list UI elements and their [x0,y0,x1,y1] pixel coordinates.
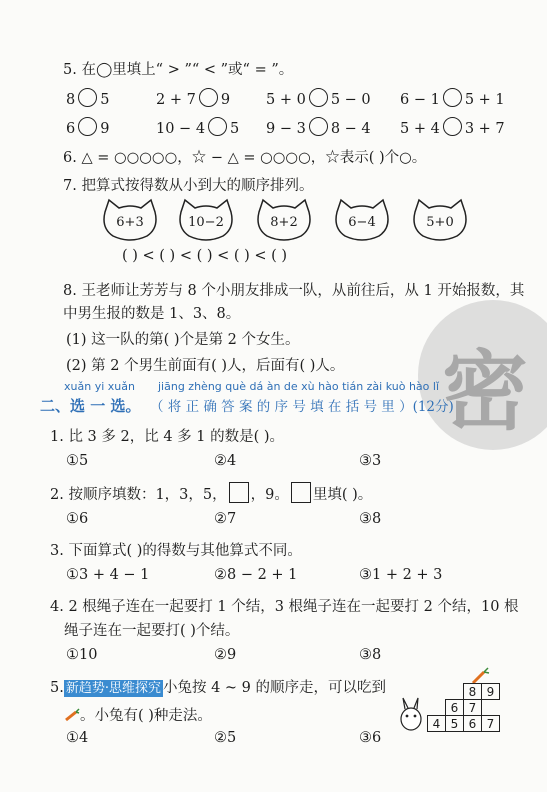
trend-badge: 新趋势·思维探究 [65,681,161,696]
grid-cell [428,684,446,700]
grid-cell: 7 [482,716,500,732]
option-c[interactable]: ③3 [359,453,382,469]
grid-cell [428,700,446,716]
expr-right: 8 − 4 [330,121,371,137]
s2-prefix: 2. 按顺序填数：1，3，5， [50,487,227,503]
s4-line2: 绳子连在一起要打( )个结。 [64,623,240,639]
q8-line2: 中男生报的数是 1、3、8。 [63,306,241,322]
s5-line2 [64,704,212,725]
compare-circle[interactable] [78,117,97,136]
expr-right: 5 [230,121,240,137]
grid-cell [482,700,500,716]
carrot-icon [64,708,80,722]
cat-face-card [331,198,393,242]
s4-line1: 4. 2 根绳子连在一起要打 1 个结，3 根绳子连在一起要打 2 个结，10 根 [50,599,519,615]
q8-line1: 8. 王老师让芳芳与 8 个小朋友排成一队，从前往后，从 1 开始报数，其 [63,283,525,299]
grid-cell: 6 [446,700,464,716]
option-a[interactable]: ①10 [66,647,98,663]
s5-number: 5. [50,680,64,696]
compare-circle[interactable] [78,88,97,107]
grid-cell: 9 [482,684,500,700]
expr-left: 2 + 7 [156,92,196,108]
cat-face-card [99,198,161,242]
grid-cell: 6 [464,716,482,732]
stamp-character: 密 [442,341,528,442]
cat-expression: 5+0 [426,215,454,230]
cat-face-card [409,198,471,242]
expr-right: 3 + 7 [464,121,505,137]
grid-cell: 8 [464,684,482,700]
compare-circle[interactable] [208,117,227,136]
option-b[interactable]: ②9 [214,647,237,663]
option-a[interactable]: ①6 [66,511,89,527]
s3-text: 3. 下面算式( )的得数与其他算式不同。 [50,543,302,559]
cat-expression: 6−4 [348,215,376,230]
option-c[interactable]: ③8 [359,647,382,663]
expr-left: 6 − 1 [400,92,440,108]
expr-left: 8 [66,92,76,108]
option-a[interactable]: ①5 [66,453,89,469]
cat-face-card [253,198,315,242]
q7-answer-line[interactable]: ( ) < ( ) < ( ) < ( ) < ( ) [122,248,288,264]
expr-right: 5 [100,92,110,108]
section2-title: 二、选 一 选。 [40,397,141,415]
compare-circle[interactable] [309,117,328,136]
s5-text: 。小兔有( )种走法。 [80,708,212,724]
expr-right: 5 + 1 [464,92,505,108]
grid-cell [446,684,464,700]
grid-cell: 7 [464,700,482,716]
section2-pinyin-right: jiāng zhèng què dá àn de xù hào tián zài kuò hào lǐ [158,380,440,393]
option-c[interactable]: ③8 [359,511,382,527]
confidential-stamp [418,300,547,450]
option-b[interactable]: ②4 [214,453,237,469]
expr-right: 9 [100,121,110,137]
s5-line1 [50,676,386,697]
cat-face-card [175,198,237,242]
cat-expression: 10−2 [188,215,224,230]
s5-text: 小兔按 4 ~ 9 的顺序走，可以吃到 [162,680,387,696]
s1-text: 1. 比 3 多 2，比 4 多 1 的数是( )。 [50,429,285,445]
s2-middle: ，9。 [250,487,289,503]
blank-box[interactable] [291,482,311,503]
option-a[interactable]: ①3 + 4 − 1 [66,567,150,583]
compare-circle[interactable] [309,88,328,107]
option-b[interactable]: ②8 − 2 + 1 [214,567,298,583]
grid-cell: 5 [446,716,464,732]
expr-right: 9 [220,92,231,108]
s2-text [50,482,372,504]
s2-suffix: 里填( )。 [312,487,373,503]
option-c[interactable]: ③6 [359,730,382,746]
expr-left: 9 − 3 [266,121,306,137]
option-b[interactable]: ②7 [214,511,237,527]
option-b[interactable]: ②5 [214,730,237,746]
expr-left: 10 − 4 [156,121,206,137]
number-path-grid [427,683,500,732]
cat-expression: 8+2 [270,215,298,230]
expr-left: 6 [66,121,76,137]
q8-sub2: (2) 第 2 个男生前面有( )人，后面有( )人。 [66,358,345,374]
q6-text: 6. △ = ○○○○○，☆ − △ = ○○○○，☆表示( )个○。 [63,150,427,166]
section2-pinyin-left: xuǎn yi xuǎn [64,380,135,393]
q5-title: 5. 在◯里填上“ > ”“ < ”或“ = ”。 [63,62,294,78]
blank-box[interactable] [229,482,249,503]
expr-right: 5 − 0 [330,92,371,108]
compare-circle[interactable] [443,88,462,107]
option-c[interactable]: ③1 + 2 + 3 [359,567,443,583]
cat-expression: 6+3 [116,215,144,230]
option-a[interactable]: ①4 [66,730,89,746]
rabbit-icon [396,697,426,733]
expr-left: 5 + 4 [400,121,440,137]
section2-instruction: （ 将 正 确 答 案 的 序 号 填 在 括 号 里 ）(12分) [150,399,454,415]
q7-title: 7. 把算式按得数从小到大的顺序排列。 [63,178,314,194]
expr-left: 5 + 0 [266,92,306,108]
q8-sub1: (1) 这一队的第( )个是第 2 个女生。 [66,332,300,348]
compare-circle[interactable] [199,88,218,107]
grid-cell: 4 [428,716,446,732]
compare-circle[interactable] [443,117,462,136]
